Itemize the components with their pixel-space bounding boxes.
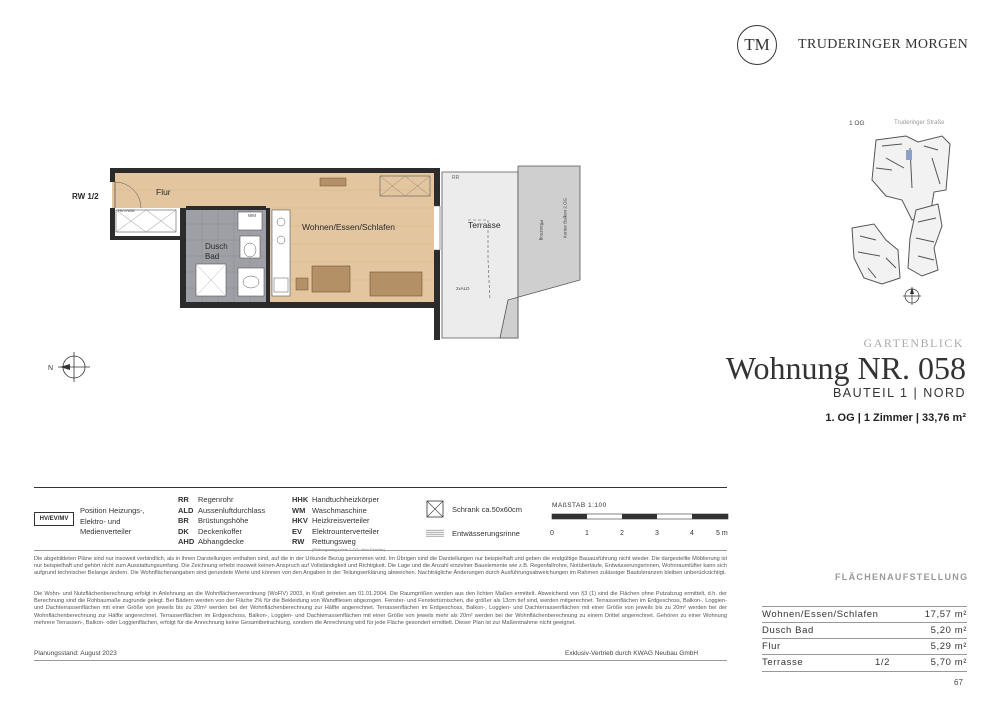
legend-col2 [292,495,379,548]
calculation-paragraph: Die Wohn- und Nutzflächenberechnung erfolgt in Anlehnung an die Wohnflächenverordnung (WoFlV) 2003, in Kraft getreten am 01.01.2004. Die Raumgrößen werden aus den lichten Maßen ermittelt. Abweichend von §3 (1) sind die Flächen ohne Putzabzug ermittelt, d.h. der Berechnung sind die Rohbaumaße zugrunde gelegt. Bei Bädern werden von der Fläche 2% für die Bekleidung von Wandfliesen abgezogen. Fenster- und Fenstertürnischen, die größer als 13cm tief sind, werden mitgerechnet. Terrassenflächen im Erdgeschoss, Balkon-, Loggien- und Dachterrassenflächen mit einer Größe von jeweils bis zu 20m² werden bei der Wohnflächenberechnung zur Hälfte angerechnet. Terrassenflächen im Erdgeschoss, Balkon-, Loggien- und Dachterrassenflächen mit einer Größe von jeweils bis zu 20m² werden bei der Wohnflächenberechnung zur Hälfte angerechnet. Terrassenflächen im Erdgeschoss, Balkon-, Loggien- und Dachterrassenflächen mit einer Größe von jeweils mehr als 20m² werden bei der Wohnflächenberechnung zu einem Drittel angerechnet. Gehören zu einer Wohnung mehrere Terrassen-, Balkon- oder Loggienflächen, erfolgt für die Anrechnung keine Gesamtbetrachtung, sondern die Anrechnung wird für jede Fläche gesondert ermittelt. Dieser Plan ist zur Maßentnahme nicht geeignet. [34,591,727,626]
ald-label: 2xALD [456,286,470,291]
key-plan-drawing [846,128,986,308]
disclaimer-paragraph: Die abgebildeten Pläne sind nur insoweit verbindlich, als in ihnen Darstellungen enthalten sind, auf die in der Urkunde Bezug genommen wird. Im Übrigen sind die Darstellungen nur beispielhaft und geben die endgültige Bauausführung nicht wieder. Die dargestellte Möblierung ist nur beispielhaft und gehört nicht zum Ausstattungsumfang. Die Zeichnung erhebt insoweit keinen Anspruch auf Vollständigkeit und Richtigkeit. Die Lage und die Anzahl einzelner Bauelemente wie z.B. Regenfallrohre, Notüberläufe, Entwässerungsrinnen, Wohnraumlüfter kann sich aufgrund technischer Belange ändern. Die Wohnflächenangaben sind gerundete Werte und können von den Angaben in der Teilungserklärung abweichen. Nachträgliche Änderungen durch Ausführungsabweichungen im Rahmen zulässiger Bautoleranzen bleiben unberücksichtigt. [34,556,727,577]
rr-label: RR [452,175,460,181]
unit-subtitle: GARTENBLICK [863,336,964,350]
area-row: Wohnen/Essen/Schlafen 17,57 m² [762,606,967,623]
legend-item: RW Rettungsweg [292,537,356,546]
svg-text:N: N [48,365,54,372]
hkv-label: HKV/WM [118,208,135,213]
hv-box: HV/EV/MV [34,512,74,526]
area-table-title: FLÄCHENAUFSTELLUNG [835,572,969,582]
schrank-label: Schrank ca.50x60cm [452,505,523,514]
area-row: Flur 5,29 m² [762,638,967,655]
key-plan-street: Truderinger Straße [894,120,945,126]
legend-item: EV Elektrounterverteiler [292,526,380,536]
unit-summary: 1. OG | 1 Zimmer | 33,76 m² [825,412,966,424]
rw-label: RW 1/2 [72,192,99,201]
rinne-icon [426,529,444,537]
scale-ticks: 0 1 2 3 4 5 m [550,530,728,537]
key-plan [846,118,986,308]
legend-item: AHD Abhangdecke [178,537,244,546]
distribution-note: Exklusiv-Vertrieb durch KWAG Neubau GmbH [565,650,699,657]
planning-status: Planungsstand: August 2023 [34,650,117,657]
legend-divider-top [34,487,727,488]
legend-item: DK Deckenkoffer [178,526,243,536]
area-row: Dusch Bad 5,20 m² [762,622,967,639]
room-bad-label: Dusch Bad [205,242,228,261]
pflanztrog-label: Pflanztrog [539,220,544,241]
legend-item: RR Regenrohr [178,495,234,504]
room-terrasse-label: Terrasse [468,220,501,230]
legend-item: ALD Aussenluftdurchlass [178,505,266,515]
floor-plan [72,160,590,345]
unit-title: Wohnung NR. 058 [725,350,966,386]
rinne-label: Entwässerungsrinne [452,529,520,538]
key-plan-north-icon [903,287,921,305]
legend-item: WM Waschmaschine [292,505,367,515]
scale-title: MAßSTAB 1:100 [552,502,607,509]
room-wohnen-label: Wohnen/Essen/Schlafen [302,222,395,232]
wm-label: WM [248,213,256,218]
legend-item: BR Brüstungshöhe [178,516,249,525]
legend-divider-bottom [34,550,727,551]
brand-name: TRUDERINGER MORGEN [798,37,969,52]
key-plan-floor: 1 OG [849,120,865,127]
legend-col1 [178,495,265,548]
unit-bauteil: BAUTEIL 1 | NORD [832,386,966,400]
north-compass-icon [46,350,96,384]
page-number: 67 [954,678,963,687]
legend-item: HKV Heizkreisverteiler [292,516,370,525]
balkon-kontur-label: Kontur Balkon 2.OG [562,198,568,239]
schrank-icon [426,500,444,518]
footer-divider [34,660,727,661]
room-flur-label: Flur [156,187,171,197]
hv-description: Position Heizungs-, Elektro- und Medienverteiler [80,506,145,536]
brand-logo: TM [737,25,777,65]
legend-item: HHK Handtuchheizkörper [292,495,380,504]
area-row: Terrasse 1/2 5,70 m² [762,654,967,672]
